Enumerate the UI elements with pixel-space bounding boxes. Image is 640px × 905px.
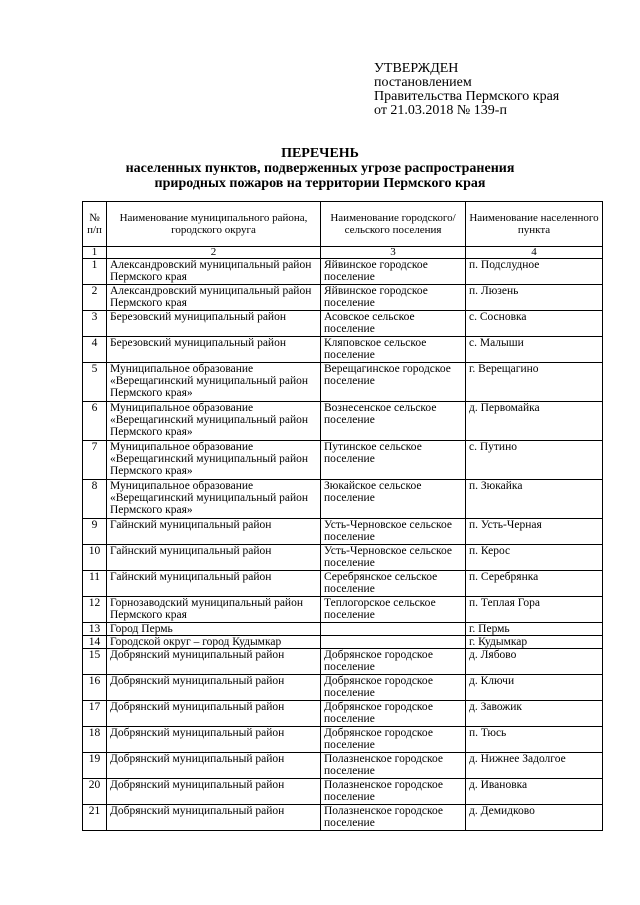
column-number-row [83,247,603,259]
row-district: Муниципальное образование «Верещагинский муниципальный район Пермского края» [107,402,321,441]
row-locality: с. Сосновка [466,311,603,337]
row-settlement: Серебрянское сельское поселение [321,571,466,597]
row-locality: д. Лябово [466,649,603,675]
row-number: 9 [83,519,107,545]
row-settlement: Полазненское городское поселение [321,779,466,805]
row-number: 20 [83,779,107,805]
row-number: 12 [83,597,107,623]
approval-line-4: от 21.03.2018 № 139-п [374,103,507,118]
row-number: 16 [83,675,107,701]
header-settlement: Наименование городского/сельского поселения [321,202,466,247]
row-number: 19 [83,753,107,779]
row-number: 3 [83,311,107,337]
row-locality: д. Ключи [466,675,603,701]
table-row [83,649,603,675]
row-locality: п. Подслудное [466,259,603,285]
table-row [83,623,603,636]
row-district: Гайнский муниципальный район [107,545,321,571]
table-row [83,701,603,727]
row-settlement: Добрянское городское поселение [321,675,466,701]
row-settlement: Зюкайское сельское поселение [321,480,466,519]
row-settlement: Усть-Черновское сельское поселение [321,545,466,571]
row-district: Добрянский муниципальный район [107,701,321,727]
table-row [83,545,603,571]
row-settlement: Добрянское городское поселение [321,727,466,753]
row-number: 17 [83,701,107,727]
row-district: Муниципальное образование «Верещагинский муниципальный район Пермского края» [107,441,321,480]
row-district: Александровский муниципальный район Пермского края [107,259,321,285]
row-number: 4 [83,337,107,363]
row-number: 7 [83,441,107,480]
row-settlement: Вознесенское сельское поселение [321,402,466,441]
row-district: Добрянский муниципальный район [107,649,321,675]
column-number: 4 [466,247,603,259]
row-locality: г. Кудымкар [466,636,603,649]
row-number: 5 [83,363,107,402]
approval-line-1: УТВЕРЖДЕН [374,61,459,76]
table-row [83,753,603,779]
row-settlement: Полазненское городское поселение [321,753,466,779]
table-row [83,259,603,285]
row-locality: с. Путино [466,441,603,480]
row-district: Александровский муниципальный район Пермского края [107,285,321,311]
row-locality: д. Нижнее Задолгое [466,753,603,779]
row-district: Добрянский муниципальный район [107,805,321,831]
subtitle-line-2: природных пожаров на территории Пермского края [154,176,486,191]
table-row [83,519,603,545]
row-locality: п. Люзень [466,285,603,311]
row-locality: г. Верещагино [466,363,603,402]
row-district: Муниципальное образование «Верещагинский муниципальный район Пермского края» [107,480,321,519]
approval-line-2: постановлением [374,75,472,90]
row-settlement: Асовское сельское поселение [321,311,466,337]
document-heading: ПЕРЕЧЕНЬ [281,146,359,161]
table-row [83,597,603,623]
table-row [83,779,603,805]
row-number: 1 [83,259,107,285]
row-locality: д. Первомайка [466,402,603,441]
row-number: 18 [83,727,107,753]
row-district: Добрянский муниципальный район [107,727,321,753]
table-row [83,285,603,311]
row-number: 6 [83,402,107,441]
row-locality: д. Демидково [466,805,603,831]
row-settlement [321,623,466,636]
table-row [83,337,603,363]
row-settlement [321,636,466,649]
row-settlement: Теплогорское сельское поселение [321,597,466,623]
row-locality: п. Тюсь [466,727,603,753]
table-row [83,311,603,337]
table-row [83,805,603,831]
table-row [83,480,603,519]
row-locality: п. Серебрянка [466,571,603,597]
row-locality: п. Теплая Гора [466,597,603,623]
table-row [83,675,603,701]
row-settlement: Верещагинское городское поселение [321,363,466,402]
row-district: Добрянский муниципальный район [107,753,321,779]
table-header-row [83,202,603,247]
header-number: № п/п [83,202,107,247]
column-number: 1 [83,247,107,259]
row-locality: д. Завожик [466,701,603,727]
row-locality: д. Ивановка [466,779,603,805]
table-row [83,441,603,480]
table-row [83,727,603,753]
row-locality: с. Малыши [466,337,603,363]
row-number: 11 [83,571,107,597]
row-locality: п. Зюкайка [466,480,603,519]
row-district: Город Пермь [107,623,321,636]
row-locality: п. Керос [466,545,603,571]
header-district: Наименование муниципального района, городского округа [107,202,321,247]
row-settlement: Кляповское сельское поселение [321,337,466,363]
approval-line-3: Правительства Пермского края [374,89,560,104]
row-settlement: Путинское сельское поселение [321,441,466,480]
row-settlement: Усть-Черновское сельское поселение [321,519,466,545]
row-district: Гайнский муниципальный район [107,571,321,597]
row-number: 10 [83,545,107,571]
column-number: 2 [107,247,321,259]
row-district: Горнозаводский муниципальный район Пермского края [107,597,321,623]
header-locality: Наименование населенного пункта [466,202,603,247]
subtitle-line-1: населенных пунктов, подверженных угрозе распространения [125,161,515,176]
table-row [83,402,603,441]
document-subtitle [0,161,640,191]
row-settlement: Яйвинское городское поселение [321,259,466,285]
row-locality: г. Пермь [466,623,603,636]
approval-stamp [374,62,559,118]
row-district: Березовский муниципальный район [107,337,321,363]
table-body [83,259,603,831]
table-row [83,636,603,649]
row-number: 2 [83,285,107,311]
row-locality: п. Усть-Черная [466,519,603,545]
row-district: Городской округ – город Кудымкар [107,636,321,649]
row-district: Муниципальное образование «Верещагинский муниципальный район Пермского края» [107,363,321,402]
row-number: 14 [83,636,107,649]
row-number: 13 [83,623,107,636]
row-district: Добрянский муниципальный район [107,675,321,701]
table-row [83,571,603,597]
column-number: 3 [321,247,466,259]
row-settlement: Добрянское городское поселение [321,649,466,675]
table-row [83,363,603,402]
row-district: Березовский муниципальный район [107,311,321,337]
row-settlement: Полазненское городское поселение [321,805,466,831]
row-district: Гайнский муниципальный район [107,519,321,545]
row-settlement: Яйвинское городское поселение [321,285,466,311]
row-number: 21 [83,805,107,831]
row-district: Добрянский муниципальный район [107,779,321,805]
row-number: 15 [83,649,107,675]
row-settlement: Добрянское городское поселение [321,701,466,727]
localities-table [82,201,603,831]
row-number: 8 [83,480,107,519]
